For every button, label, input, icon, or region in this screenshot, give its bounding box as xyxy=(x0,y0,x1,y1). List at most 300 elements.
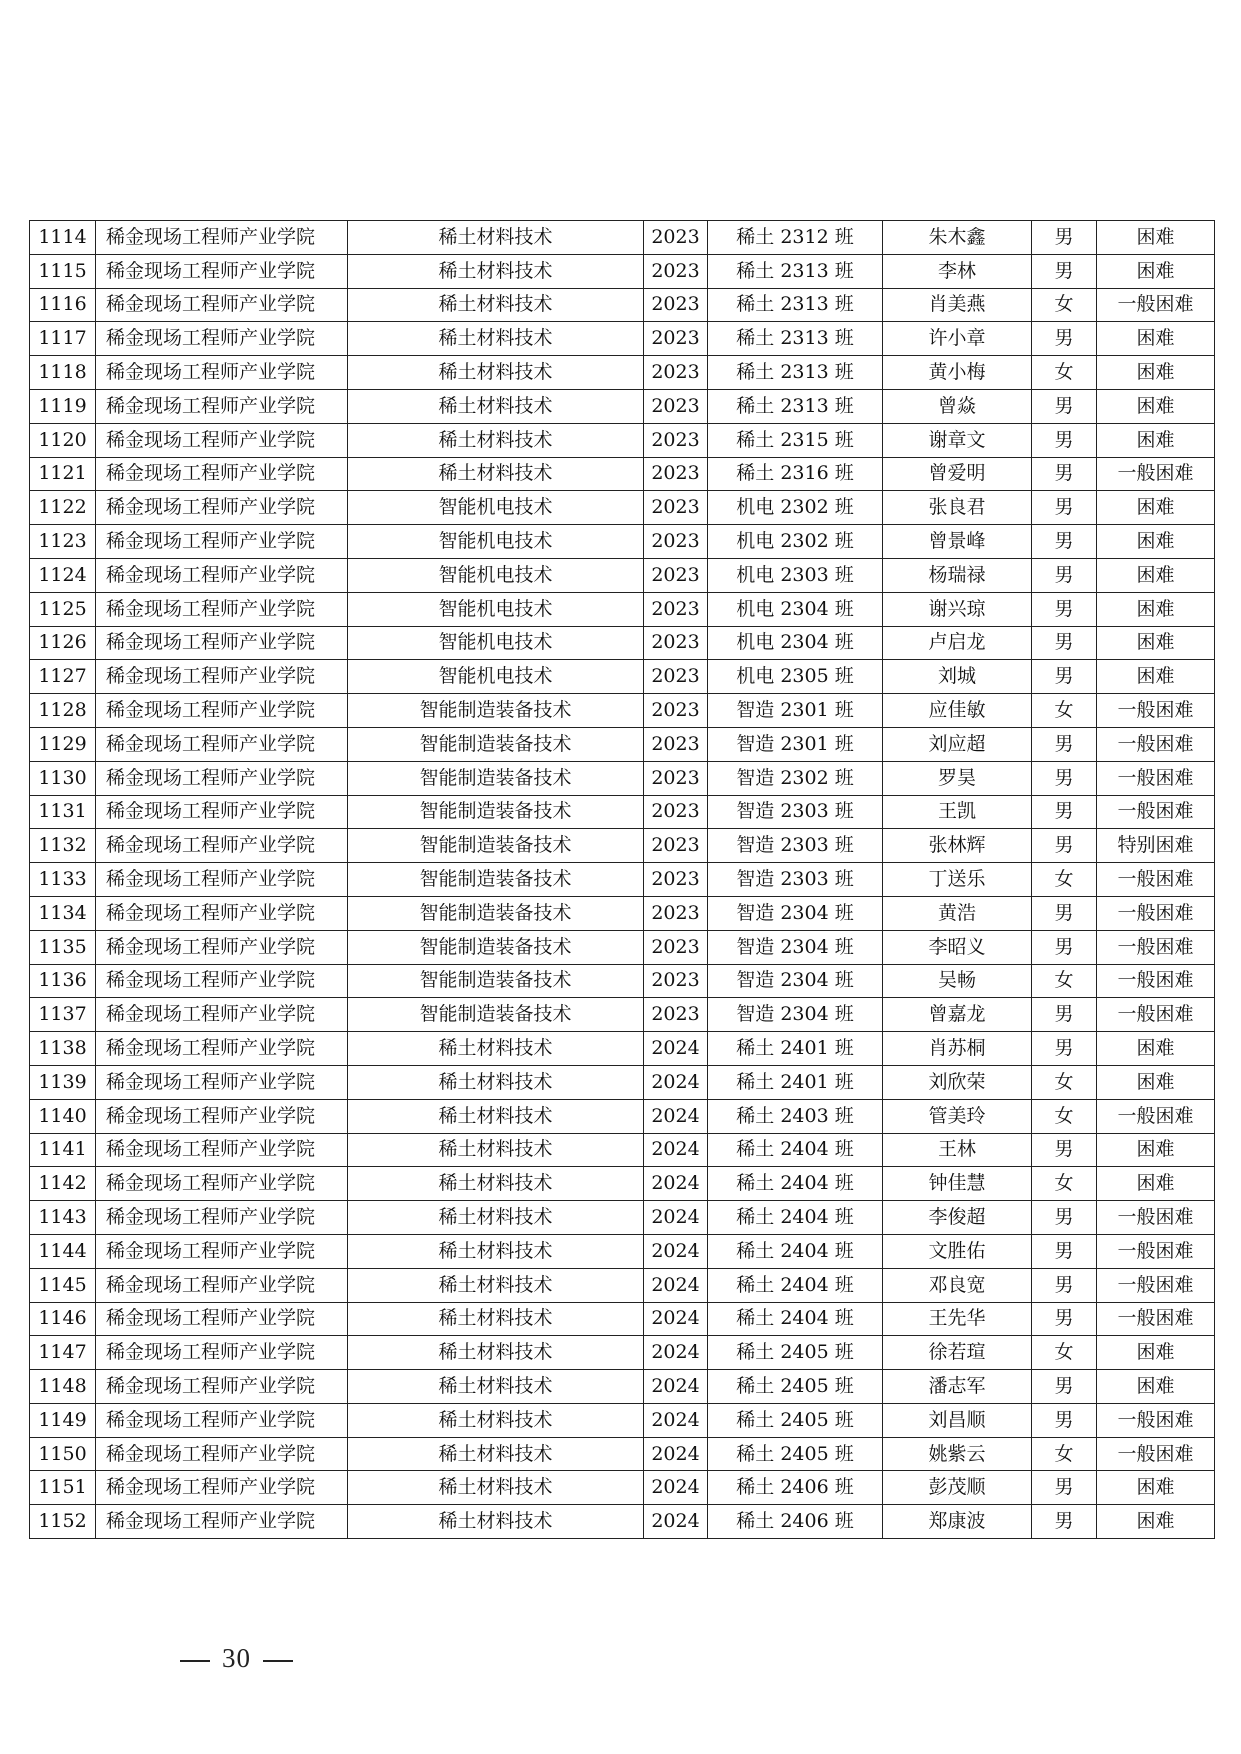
cell-row-number: 1145 xyxy=(30,1268,96,1302)
cell-grade-year: 2023 xyxy=(644,896,708,930)
cell-major: 稀土材料技术 xyxy=(348,356,644,390)
table-row xyxy=(30,1133,1215,1167)
cell-major: 稀土材料技术 xyxy=(348,221,644,255)
cell-gender: 男 xyxy=(1032,457,1097,491)
cell-gender: 男 xyxy=(1032,1032,1097,1066)
table-row xyxy=(30,1437,1215,1471)
cell-row-number: 1118 xyxy=(30,356,96,390)
cell-gender: 男 xyxy=(1032,558,1097,592)
cell-class-name: 稀土 2316 班 xyxy=(708,457,883,491)
table-row xyxy=(30,1234,1215,1268)
cell-row-number: 1140 xyxy=(30,1099,96,1133)
cell-college: 稀金现场工程师产业学院 xyxy=(96,1505,348,1539)
cell-row-number: 1119 xyxy=(30,389,96,423)
cell-college: 稀金现场工程师产业学院 xyxy=(96,930,348,964)
cell-student-name: 郑康波 xyxy=(883,1505,1032,1539)
cell-class-name: 智造 2304 班 xyxy=(708,930,883,964)
cell-grade-year: 2024 xyxy=(644,1234,708,1268)
footer-dash-right xyxy=(263,1660,293,1662)
cell-major: 稀土材料技术 xyxy=(348,457,644,491)
table-row xyxy=(30,1403,1215,1437)
cell-gender: 男 xyxy=(1032,389,1097,423)
cell-major: 稀土材料技术 xyxy=(348,1437,644,1471)
cell-major: 智能制造装备技术 xyxy=(348,896,644,930)
cell-student-name: 刘城 xyxy=(883,660,1032,694)
cell-college: 稀金现场工程师产业学院 xyxy=(96,761,348,795)
cell-row-number: 1114 xyxy=(30,221,96,255)
cell-difficulty-level: 一般困难 xyxy=(1097,1437,1215,1471)
cell-row-number: 1147 xyxy=(30,1336,96,1370)
cell-college: 稀金现场工程师产业学院 xyxy=(96,1201,348,1235)
table-row xyxy=(30,998,1215,1032)
cell-grade-year: 2024 xyxy=(644,1201,708,1235)
cell-grade-year: 2024 xyxy=(644,1032,708,1066)
cell-gender: 男 xyxy=(1032,1370,1097,1404)
cell-difficulty-level: 一般困难 xyxy=(1097,964,1215,998)
cell-grade-year: 2023 xyxy=(644,389,708,423)
cell-class-name: 稀土 2405 班 xyxy=(708,1336,883,1370)
cell-college: 稀金现场工程师产业学院 xyxy=(96,694,348,728)
cell-class-name: 机电 2304 班 xyxy=(708,592,883,626)
cell-difficulty-level: 一般困难 xyxy=(1097,1302,1215,1336)
cell-student-name: 曾景峰 xyxy=(883,525,1032,559)
cell-class-name: 机电 2302 班 xyxy=(708,525,883,559)
cell-gender: 男 xyxy=(1032,829,1097,863)
cell-major: 智能制造装备技术 xyxy=(348,964,644,998)
cell-gender: 男 xyxy=(1032,423,1097,457)
cell-major: 稀土材料技术 xyxy=(348,1336,644,1370)
cell-college: 稀金现场工程师产业学院 xyxy=(96,626,348,660)
table-row xyxy=(30,863,1215,897)
cell-class-name: 智造 2301 班 xyxy=(708,727,883,761)
cell-major: 智能制造装备技术 xyxy=(348,998,644,1032)
cell-major: 稀土材料技术 xyxy=(348,423,644,457)
cell-major: 稀土材料技术 xyxy=(348,288,644,322)
cell-row-number: 1142 xyxy=(30,1167,96,1201)
cell-student-name: 应佳敏 xyxy=(883,694,1032,728)
cell-grade-year: 2024 xyxy=(644,1471,708,1505)
cell-row-number: 1117 xyxy=(30,322,96,356)
cell-gender: 女 xyxy=(1032,356,1097,390)
cell-grade-year: 2023 xyxy=(644,288,708,322)
cell-student-name: 潘志军 xyxy=(883,1370,1032,1404)
cell-college: 稀金现场工程师产业学院 xyxy=(96,1133,348,1167)
cell-difficulty-level: 困难 xyxy=(1097,1032,1215,1066)
cell-difficulty-level: 困难 xyxy=(1097,221,1215,255)
cell-student-name: 张良君 xyxy=(883,491,1032,525)
cell-major: 稀土材料技术 xyxy=(348,1403,644,1437)
cell-student-name: 肖苏桐 xyxy=(883,1032,1032,1066)
table-row xyxy=(30,1201,1215,1235)
cell-major: 智能制造装备技术 xyxy=(348,930,644,964)
cell-grade-year: 2023 xyxy=(644,930,708,964)
cell-college: 稀金现场工程师产业学院 xyxy=(96,896,348,930)
cell-gender: 男 xyxy=(1032,1268,1097,1302)
cell-grade-year: 2024 xyxy=(644,1370,708,1404)
cell-class-name: 稀土 2313 班 xyxy=(708,356,883,390)
cell-major: 稀土材料技术 xyxy=(348,1201,644,1235)
cell-row-number: 1139 xyxy=(30,1065,96,1099)
table-row xyxy=(30,694,1215,728)
cell-gender: 男 xyxy=(1032,660,1097,694)
cell-grade-year: 2023 xyxy=(644,626,708,660)
cell-class-name: 稀土 2401 班 xyxy=(708,1065,883,1099)
cell-difficulty-level: 困难 xyxy=(1097,626,1215,660)
cell-grade-year: 2023 xyxy=(644,423,708,457)
cell-row-number: 1124 xyxy=(30,558,96,592)
table-row xyxy=(30,457,1215,491)
table-row xyxy=(30,1099,1215,1133)
cell-major: 智能机电技术 xyxy=(348,592,644,626)
cell-student-name: 王先华 xyxy=(883,1302,1032,1336)
cell-student-name: 王林 xyxy=(883,1133,1032,1167)
cell-grade-year: 2024 xyxy=(644,1099,708,1133)
cell-major: 智能机电技术 xyxy=(348,626,644,660)
cell-difficulty-level: 一般困难 xyxy=(1097,930,1215,964)
cell-difficulty-level: 一般困难 xyxy=(1097,863,1215,897)
cell-class-name: 机电 2305 班 xyxy=(708,660,883,694)
table-row xyxy=(30,322,1215,356)
cell-gender: 男 xyxy=(1032,1471,1097,1505)
page-number: 30 xyxy=(222,1643,251,1673)
cell-class-name: 稀土 2406 班 xyxy=(708,1505,883,1539)
cell-college: 稀金现场工程师产业学院 xyxy=(96,423,348,457)
cell-student-name: 文胜佑 xyxy=(883,1234,1032,1268)
cell-class-name: 稀土 2404 班 xyxy=(708,1234,883,1268)
cell-grade-year: 2023 xyxy=(644,525,708,559)
cell-class-name: 稀土 2406 班 xyxy=(708,1471,883,1505)
cell-student-name: 李俊超 xyxy=(883,1201,1032,1235)
cell-grade-year: 2024 xyxy=(644,1167,708,1201)
cell-difficulty-level: 困难 xyxy=(1097,491,1215,525)
cell-difficulty-level: 一般困难 xyxy=(1097,457,1215,491)
cell-gender: 女 xyxy=(1032,1099,1097,1133)
cell-difficulty-level: 一般困难 xyxy=(1097,1268,1215,1302)
cell-college: 稀金现场工程师产业学院 xyxy=(96,1032,348,1066)
cell-major: 智能机电技术 xyxy=(348,558,644,592)
cell-gender: 男 xyxy=(1032,626,1097,660)
cell-row-number: 1123 xyxy=(30,525,96,559)
cell-class-name: 机电 2304 班 xyxy=(708,626,883,660)
cell-college: 稀金现场工程师产业学院 xyxy=(96,727,348,761)
cell-grade-year: 2023 xyxy=(644,863,708,897)
cell-gender: 女 xyxy=(1032,1437,1097,1471)
cell-college: 稀金现场工程师产业学院 xyxy=(96,389,348,423)
cell-student-name: 张林辉 xyxy=(883,829,1032,863)
cell-major: 稀土材料技术 xyxy=(348,1099,644,1133)
cell-grade-year: 2024 xyxy=(644,1268,708,1302)
cell-student-name: 许小章 xyxy=(883,322,1032,356)
cell-class-name: 智造 2304 班 xyxy=(708,998,883,1032)
table-row xyxy=(30,1336,1215,1370)
table-row xyxy=(30,221,1215,255)
cell-major: 稀土材料技术 xyxy=(348,1302,644,1336)
cell-difficulty-level: 困难 xyxy=(1097,1133,1215,1167)
table-row xyxy=(30,423,1215,457)
cell-class-name: 稀土 2315 班 xyxy=(708,423,883,457)
cell-college: 稀金现场工程师产业学院 xyxy=(96,1336,348,1370)
cell-college: 稀金现场工程师产业学院 xyxy=(96,1167,348,1201)
cell-class-name: 稀土 2404 班 xyxy=(708,1302,883,1336)
cell-college: 稀金现场工程师产业学院 xyxy=(96,863,348,897)
cell-row-number: 1144 xyxy=(30,1234,96,1268)
table-row xyxy=(30,558,1215,592)
cell-college: 稀金现场工程师产业学院 xyxy=(96,795,348,829)
cell-student-name: 朱木鑫 xyxy=(883,221,1032,255)
cell-grade-year: 2023 xyxy=(644,727,708,761)
cell-grade-year: 2023 xyxy=(644,356,708,390)
cell-row-number: 1141 xyxy=(30,1133,96,1167)
cell-grade-year: 2023 xyxy=(644,660,708,694)
cell-class-name: 智造 2303 班 xyxy=(708,795,883,829)
cell-grade-year: 2023 xyxy=(644,829,708,863)
cell-difficulty-level: 一般困难 xyxy=(1097,694,1215,728)
cell-grade-year: 2024 xyxy=(644,1403,708,1437)
roster-body xyxy=(30,221,1215,1539)
cell-difficulty-level: 困难 xyxy=(1097,322,1215,356)
cell-row-number: 1116 xyxy=(30,288,96,322)
table-row xyxy=(30,761,1215,795)
cell-gender: 男 xyxy=(1032,761,1097,795)
cell-class-name: 智造 2304 班 xyxy=(708,964,883,998)
student-roster-table xyxy=(29,220,1215,1539)
cell-difficulty-level: 特别困难 xyxy=(1097,829,1215,863)
cell-difficulty-level: 困难 xyxy=(1097,525,1215,559)
cell-student-name: 丁送乐 xyxy=(883,863,1032,897)
cell-major: 智能制造装备技术 xyxy=(348,727,644,761)
cell-grade-year: 2023 xyxy=(644,998,708,1032)
cell-student-name: 黄浩 xyxy=(883,896,1032,930)
cell-class-name: 稀土 2313 班 xyxy=(708,322,883,356)
cell-gender: 男 xyxy=(1032,491,1097,525)
cell-college: 稀金现场工程师产业学院 xyxy=(96,1370,348,1404)
cell-student-name: 邓良宽 xyxy=(883,1268,1032,1302)
cell-gender: 男 xyxy=(1032,727,1097,761)
cell-grade-year: 2023 xyxy=(644,761,708,795)
cell-grade-year: 2024 xyxy=(644,1336,708,1370)
table-row xyxy=(30,896,1215,930)
cell-row-number: 1129 xyxy=(30,727,96,761)
cell-row-number: 1136 xyxy=(30,964,96,998)
cell-major: 稀土材料技术 xyxy=(348,389,644,423)
cell-student-name: 刘欣荣 xyxy=(883,1065,1032,1099)
cell-gender: 女 xyxy=(1032,1065,1097,1099)
cell-student-name: 谢章文 xyxy=(883,423,1032,457)
cell-grade-year: 2024 xyxy=(644,1065,708,1099)
cell-major: 稀土材料技术 xyxy=(348,1065,644,1099)
cell-row-number: 1152 xyxy=(30,1505,96,1539)
cell-difficulty-level: 困难 xyxy=(1097,356,1215,390)
cell-student-name: 谢兴琼 xyxy=(883,592,1032,626)
cell-grade-year: 2024 xyxy=(644,1437,708,1471)
cell-student-name: 曾嘉龙 xyxy=(883,998,1032,1032)
cell-gender: 男 xyxy=(1032,1302,1097,1336)
cell-major: 智能制造装备技术 xyxy=(348,694,644,728)
cell-college: 稀金现场工程师产业学院 xyxy=(96,221,348,255)
cell-grade-year: 2023 xyxy=(644,254,708,288)
cell-grade-year: 2024 xyxy=(644,1302,708,1336)
table-row xyxy=(30,829,1215,863)
cell-difficulty-level: 困难 xyxy=(1097,389,1215,423)
table-row xyxy=(30,491,1215,525)
cell-major: 智能制造装备技术 xyxy=(348,795,644,829)
page-footer xyxy=(168,1643,305,1674)
cell-student-name: 管美玲 xyxy=(883,1099,1032,1133)
cell-grade-year: 2023 xyxy=(644,491,708,525)
cell-college: 稀金现场工程师产业学院 xyxy=(96,1471,348,1505)
cell-row-number: 1137 xyxy=(30,998,96,1032)
cell-college: 稀金现场工程师产业学院 xyxy=(96,288,348,322)
cell-student-name: 杨瑞禄 xyxy=(883,558,1032,592)
cell-row-number: 1151 xyxy=(30,1471,96,1505)
cell-class-name: 稀土 2405 班 xyxy=(708,1437,883,1471)
cell-major: 稀土材料技术 xyxy=(348,322,644,356)
cell-row-number: 1143 xyxy=(30,1201,96,1235)
table-row xyxy=(30,389,1215,423)
cell-row-number: 1127 xyxy=(30,660,96,694)
cell-grade-year: 2023 xyxy=(644,964,708,998)
cell-gender: 男 xyxy=(1032,322,1097,356)
cell-grade-year: 2023 xyxy=(644,694,708,728)
cell-difficulty-level: 一般困难 xyxy=(1097,998,1215,1032)
cell-grade-year: 2023 xyxy=(644,221,708,255)
cell-gender: 女 xyxy=(1032,1336,1097,1370)
cell-gender: 女 xyxy=(1032,288,1097,322)
cell-college: 稀金现场工程师产业学院 xyxy=(96,1302,348,1336)
cell-grade-year: 2024 xyxy=(644,1133,708,1167)
cell-class-name: 稀土 2404 班 xyxy=(708,1201,883,1235)
table-row xyxy=(30,727,1215,761)
cell-row-number: 1131 xyxy=(30,795,96,829)
cell-row-number: 1120 xyxy=(30,423,96,457)
table-row xyxy=(30,1302,1215,1336)
cell-class-name: 稀土 2313 班 xyxy=(708,389,883,423)
cell-grade-year: 2024 xyxy=(644,1505,708,1539)
cell-difficulty-level: 困难 xyxy=(1097,1336,1215,1370)
cell-student-name: 吴畅 xyxy=(883,964,1032,998)
cell-class-name: 稀土 2404 班 xyxy=(708,1167,883,1201)
cell-college: 稀金现场工程师产业学院 xyxy=(96,356,348,390)
cell-difficulty-level: 一般困难 xyxy=(1097,1403,1215,1437)
cell-student-name: 卢启龙 xyxy=(883,626,1032,660)
cell-college: 稀金现场工程师产业学院 xyxy=(96,1437,348,1471)
cell-difficulty-level: 困难 xyxy=(1097,592,1215,626)
cell-row-number: 1146 xyxy=(30,1302,96,1336)
cell-class-name: 智造 2302 班 xyxy=(708,761,883,795)
cell-college: 稀金现场工程师产业学院 xyxy=(96,1403,348,1437)
cell-row-number: 1128 xyxy=(30,694,96,728)
cell-row-number: 1121 xyxy=(30,457,96,491)
cell-difficulty-level: 一般困难 xyxy=(1097,795,1215,829)
cell-college: 稀金现场工程师产业学院 xyxy=(96,525,348,559)
cell-college: 稀金现场工程师产业学院 xyxy=(96,457,348,491)
cell-gender: 女 xyxy=(1032,1167,1097,1201)
cell-student-name: 刘昌顺 xyxy=(883,1403,1032,1437)
table-row xyxy=(30,1268,1215,1302)
cell-college: 稀金现场工程师产业学院 xyxy=(96,660,348,694)
cell-class-name: 稀土 2404 班 xyxy=(708,1268,883,1302)
cell-row-number: 1132 xyxy=(30,829,96,863)
cell-difficulty-level: 困难 xyxy=(1097,660,1215,694)
cell-gender: 女 xyxy=(1032,964,1097,998)
cell-college: 稀金现场工程师产业学院 xyxy=(96,1065,348,1099)
cell-grade-year: 2023 xyxy=(644,457,708,491)
cell-class-name: 智造 2303 班 xyxy=(708,829,883,863)
cell-grade-year: 2023 xyxy=(644,795,708,829)
cell-difficulty-level: 困难 xyxy=(1097,254,1215,288)
cell-gender: 男 xyxy=(1032,998,1097,1032)
cell-major: 稀土材料技术 xyxy=(348,1505,644,1539)
table-row xyxy=(30,930,1215,964)
cell-major: 稀土材料技术 xyxy=(348,1234,644,1268)
table-row xyxy=(30,288,1215,322)
cell-row-number: 1149 xyxy=(30,1403,96,1437)
cell-class-name: 智造 2304 班 xyxy=(708,896,883,930)
cell-row-number: 1122 xyxy=(30,491,96,525)
cell-gender: 男 xyxy=(1032,592,1097,626)
cell-class-name: 智造 2303 班 xyxy=(708,863,883,897)
cell-college: 稀金现场工程师产业学院 xyxy=(96,592,348,626)
table-row xyxy=(30,795,1215,829)
cell-class-name: 稀土 2313 班 xyxy=(708,254,883,288)
cell-college: 稀金现场工程师产业学院 xyxy=(96,491,348,525)
cell-class-name: 稀土 2401 班 xyxy=(708,1032,883,1066)
cell-student-name: 钟佳慧 xyxy=(883,1167,1032,1201)
cell-gender: 男 xyxy=(1032,1201,1097,1235)
cell-college: 稀金现场工程师产业学院 xyxy=(96,998,348,1032)
table-row xyxy=(30,1167,1215,1201)
cell-difficulty-level: 一般困难 xyxy=(1097,727,1215,761)
cell-difficulty-level: 困难 xyxy=(1097,1370,1215,1404)
cell-class-name: 机电 2303 班 xyxy=(708,558,883,592)
cell-major: 稀土材料技术 xyxy=(348,254,644,288)
cell-major: 稀土材料技术 xyxy=(348,1167,644,1201)
table-row xyxy=(30,964,1215,998)
cell-student-name: 彭茂顺 xyxy=(883,1471,1032,1505)
cell-college: 稀金现场工程师产业学院 xyxy=(96,254,348,288)
cell-student-name: 姚紫云 xyxy=(883,1437,1032,1471)
table-row xyxy=(30,660,1215,694)
cell-college: 稀金现场工程师产业学院 xyxy=(96,1234,348,1268)
table-row xyxy=(30,1370,1215,1404)
cell-difficulty-level: 困难 xyxy=(1097,558,1215,592)
cell-gender: 男 xyxy=(1032,1234,1097,1268)
cell-gender: 男 xyxy=(1032,1133,1097,1167)
cell-college: 稀金现场工程师产业学院 xyxy=(96,322,348,356)
cell-class-name: 机电 2302 班 xyxy=(708,491,883,525)
cell-row-number: 1134 xyxy=(30,896,96,930)
cell-difficulty-level: 一般困难 xyxy=(1097,1201,1215,1235)
cell-major: 智能制造装备技术 xyxy=(348,761,644,795)
cell-major: 稀土材料技术 xyxy=(348,1268,644,1302)
cell-gender: 男 xyxy=(1032,1403,1097,1437)
cell-difficulty-level: 一般困难 xyxy=(1097,1234,1215,1268)
cell-class-name: 稀土 2312 班 xyxy=(708,221,883,255)
cell-row-number: 1150 xyxy=(30,1437,96,1471)
cell-class-name: 智造 2301 班 xyxy=(708,694,883,728)
footer-dash-left xyxy=(180,1660,210,1662)
cell-difficulty-level: 一般困难 xyxy=(1097,1099,1215,1133)
cell-gender: 男 xyxy=(1032,1505,1097,1539)
cell-row-number: 1130 xyxy=(30,761,96,795)
cell-gender: 女 xyxy=(1032,863,1097,897)
cell-row-number: 1125 xyxy=(30,592,96,626)
cell-difficulty-level: 困难 xyxy=(1097,1505,1215,1539)
cell-student-name: 曾焱 xyxy=(883,389,1032,423)
cell-difficulty-level: 一般困难 xyxy=(1097,896,1215,930)
table-row xyxy=(30,1505,1215,1539)
table-row xyxy=(30,1065,1215,1099)
